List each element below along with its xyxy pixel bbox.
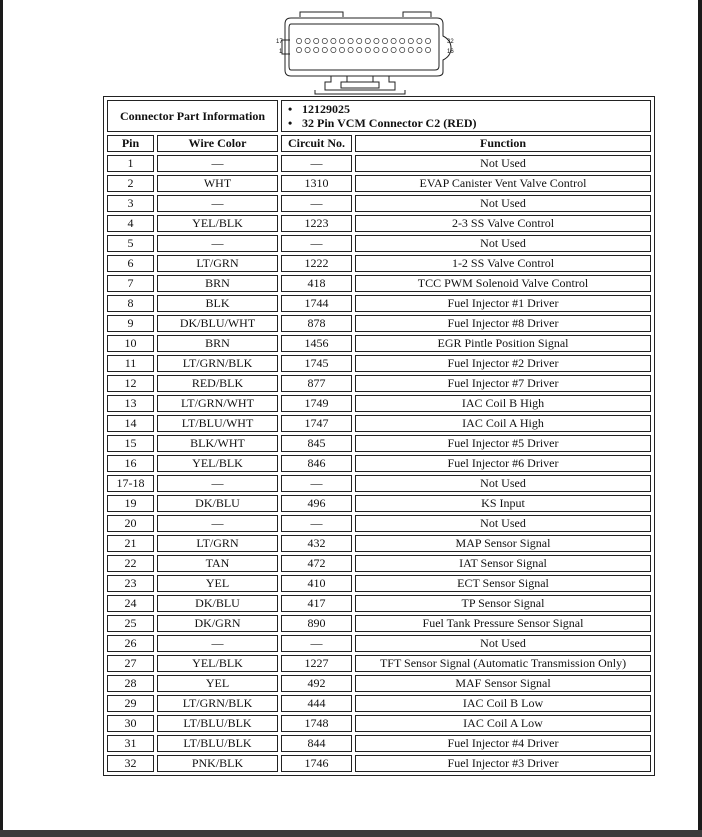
wire-color-cell: YEL/BLK — [157, 655, 278, 672]
pin-hole — [339, 38, 344, 43]
wire-color-cell: DK/BLU/WHT — [157, 315, 278, 332]
wire-color-cell: WHT — [157, 175, 278, 192]
circuit-cell: 1745 — [281, 355, 352, 372]
function-cell: Fuel Injector #6 Driver — [355, 455, 651, 472]
pin-hole — [374, 47, 379, 52]
table-row — [107, 515, 651, 532]
wire-color-cell: YEL/BLK — [157, 215, 278, 232]
function-cell: Fuel Injector #4 Driver — [355, 735, 651, 752]
table-row — [107, 635, 651, 652]
pin-hole — [357, 38, 362, 43]
function-cell: Fuel Injector #8 Driver — [355, 315, 651, 332]
table-row — [107, 555, 651, 572]
wire-color-cell: LT/BLU/BLK — [157, 715, 278, 732]
pin-cell: 29 — [107, 695, 154, 712]
pin-hole — [391, 38, 396, 43]
pin-hole — [305, 38, 310, 43]
circuit-header: Circuit No. — [281, 135, 352, 152]
pin-hole — [374, 38, 379, 43]
pin-cell: 21 — [107, 535, 154, 552]
function-cell: Fuel Injector #1 Driver — [355, 295, 651, 312]
pin-cell: 12 — [107, 375, 154, 392]
table-row — [107, 535, 651, 552]
circuit-cell: 417 — [281, 595, 352, 612]
pin-cell: 30 — [107, 715, 154, 732]
wire-color-cell: — — [157, 635, 278, 652]
table-row — [107, 315, 651, 332]
circuit-cell: 845 — [281, 435, 352, 452]
pin-hole — [348, 47, 353, 52]
function-cell: Fuel Injector #3 Driver — [355, 755, 651, 772]
circuit-cell: 496 — [281, 495, 352, 512]
pin-hole — [400, 47, 405, 52]
circuit-cell: 1227 — [281, 655, 352, 672]
table-row — [107, 455, 651, 472]
pin-cell: 11 — [107, 355, 154, 372]
table-row — [107, 595, 651, 612]
header-row — [107, 135, 651, 152]
function-cell: Not Used — [355, 155, 651, 172]
wire-color-cell: LT/GRN/WHT — [157, 395, 278, 412]
circuit-cell: — — [281, 475, 352, 492]
part-info-row — [107, 100, 651, 132]
pin-cell: 1 — [107, 155, 154, 172]
pin-label-17: 17 — [276, 39, 283, 45]
function-cell: IAC Coil A High — [355, 415, 651, 432]
pin-hole — [296, 38, 301, 43]
function-cell: IAT Sensor Signal — [355, 555, 651, 572]
part-info-list — [281, 100, 651, 132]
wire-color-cell: LT/GRN/BLK — [157, 695, 278, 712]
wire-color-cell: RED/BLK — [157, 375, 278, 392]
circuit-cell: 1222 — [281, 255, 352, 272]
circuit-cell: 410 — [281, 575, 352, 592]
table-row — [107, 215, 651, 232]
pin-cell: 32 — [107, 755, 154, 772]
circuit-cell: 1310 — [281, 175, 352, 192]
table-row — [107, 715, 651, 732]
wire-color-cell: — — [157, 195, 278, 212]
pin-cell: 22 — [107, 555, 154, 572]
table-row — [107, 155, 651, 172]
table-row — [107, 235, 651, 252]
pin-hole — [365, 38, 370, 43]
circuit-cell: 1747 — [281, 415, 352, 432]
pin-hole — [425, 47, 430, 52]
pin-hole — [382, 47, 387, 52]
table-row — [107, 675, 651, 692]
table-row — [107, 335, 651, 352]
wire-color-cell: LT/GRN/BLK — [157, 355, 278, 372]
table-row — [107, 735, 651, 752]
wire-color-cell: BLK — [157, 295, 278, 312]
pin-label-32: 32 — [447, 39, 454, 45]
function-cell: IAC Coil A Low — [355, 715, 651, 732]
circuit-cell: — — [281, 195, 352, 212]
table-row — [107, 435, 651, 452]
wire-color-cell: PNK/BLK — [157, 755, 278, 772]
function-cell: Not Used — [355, 515, 651, 532]
pin-hole — [417, 47, 422, 52]
circuit-cell: 1744 — [281, 295, 352, 312]
function-cell: EVAP Canister Vent Valve Control — [355, 175, 651, 192]
wire-color-cell: TAN — [157, 555, 278, 572]
pin-cell: 15 — [107, 435, 154, 452]
function-cell: Fuel Injector #7 Driver — [355, 375, 651, 392]
circuit-cell: 1746 — [281, 755, 352, 772]
function-cell: 1-2 SS Valve Control — [355, 255, 651, 272]
pin-cell: 8 — [107, 295, 154, 312]
circuit-cell: 444 — [281, 695, 352, 712]
pin-hole — [314, 47, 319, 52]
table-row — [107, 415, 651, 432]
pin-hole — [357, 47, 362, 52]
pin-hole — [425, 38, 430, 43]
pin-cell: 27 — [107, 655, 154, 672]
pin-cell: 4 — [107, 215, 154, 232]
function-cell: TP Sensor Signal — [355, 595, 651, 612]
table-row — [107, 755, 651, 772]
frame-bottom-edge — [0, 830, 702, 837]
part-number: • 12129025 — [288, 102, 648, 116]
pin-cell: 26 — [107, 635, 154, 652]
wire-color-cell: DK/BLU — [157, 495, 278, 512]
table-row — [107, 615, 651, 632]
wire-color-cell: DK/GRN — [157, 615, 278, 632]
pin-hole — [408, 47, 413, 52]
circuit-cell: — — [281, 515, 352, 532]
pin-hole — [382, 38, 387, 43]
circuit-cell: 877 — [281, 375, 352, 392]
circuit-cell: — — [281, 155, 352, 172]
circuit-cell: 472 — [281, 555, 352, 572]
table-row — [107, 375, 651, 392]
function-cell: Not Used — [355, 235, 651, 252]
pin-hole — [305, 47, 310, 52]
function-cell: IAC Coil B High — [355, 395, 651, 412]
table-row — [107, 695, 651, 712]
circuit-cell: 878 — [281, 315, 352, 332]
wire-color-cell: BLK/WHT — [157, 435, 278, 452]
table-row — [107, 575, 651, 592]
pin-hole — [339, 47, 344, 52]
wire-color-cell: BRN — [157, 335, 278, 352]
wire-color-cell: DK/BLU — [157, 595, 278, 612]
pin-cell: 14 — [107, 415, 154, 432]
table-row — [107, 655, 651, 672]
connector-diagram — [255, 10, 470, 96]
pin-hole — [314, 38, 319, 43]
table-row — [107, 255, 651, 272]
pin-hole — [400, 38, 405, 43]
function-cell: Fuel Injector #2 Driver — [355, 355, 651, 372]
pin-hole — [348, 38, 353, 43]
wire-color-cell: YEL — [157, 575, 278, 592]
table-row — [107, 175, 651, 192]
pin-cell: 20 — [107, 515, 154, 532]
wire-color-cell: LT/GRN — [157, 255, 278, 272]
wire-color-cell: BRN — [157, 275, 278, 292]
circuit-cell: 890 — [281, 615, 352, 632]
pin-hole — [296, 47, 301, 52]
pin-cell: 19 — [107, 495, 154, 512]
pin-cell: 7 — [107, 275, 154, 292]
circuit-cell: 418 — [281, 275, 352, 292]
pin-cell: 23 — [107, 575, 154, 592]
pin-cell: 5 — [107, 235, 154, 252]
pin-label-1: 1 — [279, 49, 283, 55]
pin-hole — [417, 38, 422, 43]
circuit-cell: 1223 — [281, 215, 352, 232]
pin-cell: 17-18 — [107, 475, 154, 492]
pin-cell: 24 — [107, 595, 154, 612]
pin-cell: 16 — [107, 455, 154, 472]
function-cell: ECT Sensor Signal — [355, 575, 651, 592]
function-cell: TFT Sensor Signal (Automatic Transmission Only) — [355, 655, 651, 672]
wire-color-cell: — — [157, 155, 278, 172]
table-row — [107, 195, 651, 212]
function-cell: MAF Sensor Signal — [355, 675, 651, 692]
wire-color-cell: — — [157, 235, 278, 252]
pin-cell: 6 — [107, 255, 154, 272]
circuit-cell: 492 — [281, 675, 352, 692]
circuit-cell: — — [281, 235, 352, 252]
wire-color-cell: — — [157, 515, 278, 532]
pin-cell: 2 — [107, 175, 154, 192]
pinout-table — [103, 96, 655, 776]
pin-label-16: 16 — [447, 49, 454, 55]
wire-color-cell: LT/BLU/BLK — [157, 735, 278, 752]
pin-hole — [365, 47, 370, 52]
table-row — [107, 355, 651, 372]
table-row — [107, 395, 651, 412]
part-info-label: Connector Part Information — [107, 100, 278, 132]
function-cell: Not Used — [355, 475, 651, 492]
function-cell: MAP Sensor Signal — [355, 535, 651, 552]
pin-cell: 13 — [107, 395, 154, 412]
wire-color-cell: LT/GRN — [157, 535, 278, 552]
function-cell: Not Used — [355, 195, 651, 212]
pin-hole — [391, 47, 396, 52]
function-header: Function — [355, 135, 651, 152]
circuit-cell: 432 — [281, 535, 352, 552]
pin-cell: 28 — [107, 675, 154, 692]
pin-cell: 9 — [107, 315, 154, 332]
wire-color-cell: — — [157, 475, 278, 492]
wire-color-cell: YEL — [157, 675, 278, 692]
function-cell: KS Input — [355, 495, 651, 512]
pin-hole — [322, 38, 327, 43]
circuit-cell: 1749 — [281, 395, 352, 412]
pin-cell: 25 — [107, 615, 154, 632]
circuit-cell: — — [281, 635, 352, 652]
pin-hole — [322, 47, 327, 52]
table-row — [107, 275, 651, 292]
pin-hole — [331, 38, 336, 43]
function-cell: IAC Coil B Low — [355, 695, 651, 712]
pin-header: Pin — [107, 135, 154, 152]
circuit-cell: 846 — [281, 455, 352, 472]
circuit-cell: 1456 — [281, 335, 352, 352]
circuit-cell: 844 — [281, 735, 352, 752]
frame-right-edge — [698, 0, 702, 837]
table-row — [107, 495, 651, 512]
function-cell: TCC PWM Solenoid Valve Control — [355, 275, 651, 292]
circuit-cell: 1748 — [281, 715, 352, 732]
pin-hole — [408, 38, 413, 43]
wire-color-header: Wire Color — [157, 135, 278, 152]
function-cell: 2-3 SS Valve Control — [355, 215, 651, 232]
pin-cell: 10 — [107, 335, 154, 352]
table-row — [107, 475, 651, 492]
function-cell: Not Used — [355, 635, 651, 652]
connector-description: • 32 Pin VCM Connector C2 (RED) — [288, 116, 648, 130]
frame-left-edge — [0, 0, 3, 837]
pin-cell: 3 — [107, 195, 154, 212]
wire-color-cell: YEL/BLK — [157, 455, 278, 472]
function-cell: Fuel Tank Pressure Sensor Signal — [355, 615, 651, 632]
table-row — [107, 295, 651, 312]
pin-cell: 31 — [107, 735, 154, 752]
function-cell: Fuel Injector #5 Driver — [355, 435, 651, 452]
wire-color-cell: LT/BLU/WHT — [157, 415, 278, 432]
function-cell: EGR Pintle Position Signal — [355, 335, 651, 352]
pin-hole — [331, 47, 336, 52]
